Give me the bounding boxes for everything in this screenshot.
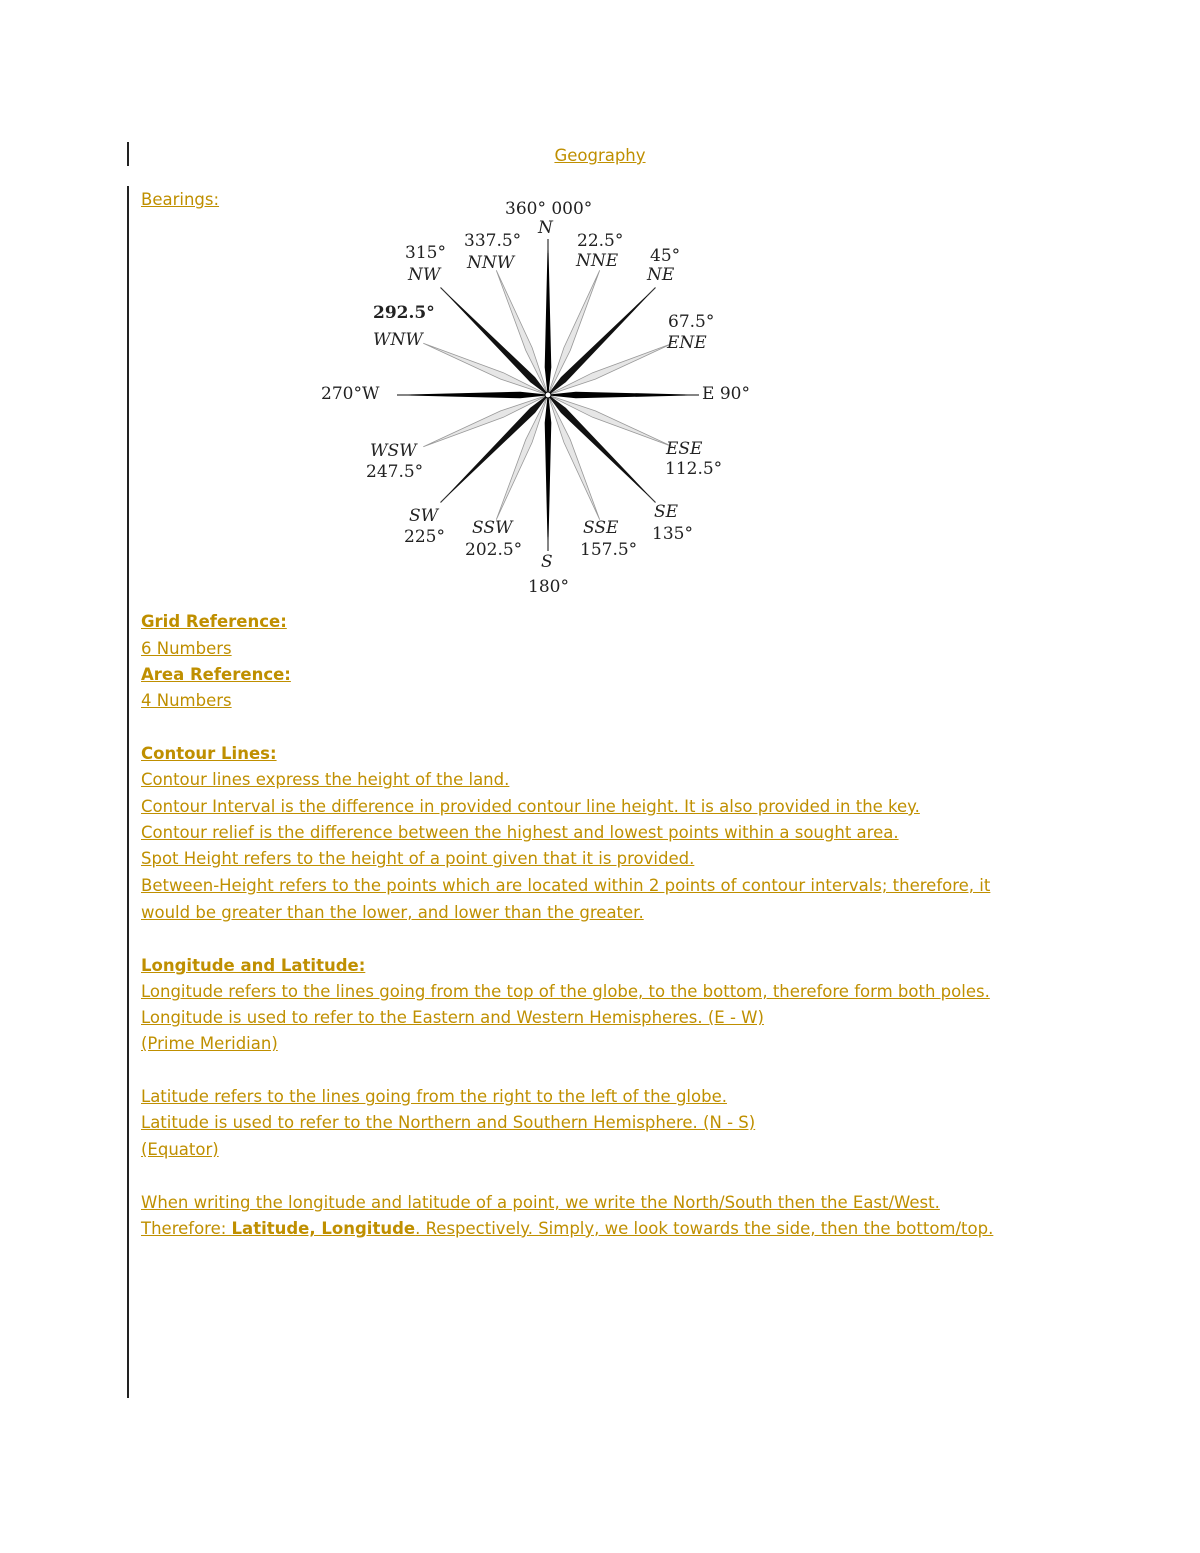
- contour-line-6: would be greater than the lower, and lower than the greater.: [141, 903, 644, 922]
- label-157-5-deg: 157.5°: [580, 540, 638, 560]
- label-nnw: NNW: [467, 253, 515, 273]
- label-337-5-deg: 337.5°: [464, 231, 522, 251]
- contour-line-5: Between-Height refers to the points which are located within 2 points of contour intervals; therefore, it: [141, 876, 991, 895]
- longitude-line-1: Longitude refers to the lines going from the top of the globe, to the bottom, therefore form both poles.: [141, 982, 990, 1001]
- label-360-000: 360° 000°: [505, 199, 593, 219]
- grid-reference-heading: Grid Reference:: [141, 612, 287, 631]
- label-nne: NNE: [576, 251, 619, 271]
- contour-line-4: Spot Height refers to the height of a point given that it is provided.: [141, 849, 695, 868]
- label-180-deg: 180°: [528, 577, 569, 597]
- latitude-line-2: Latitude is used to refer to the Northern and Southern Hemisphere. (N - S): [141, 1113, 756, 1132]
- label-ssw: SSW: [472, 518, 513, 538]
- area-reference-heading: Area Reference:: [141, 665, 291, 684]
- ray-sw: [446, 395, 549, 498]
- grid-reference-text: 6 Numbers: [141, 639, 232, 658]
- longitude-line-2: Longitude is used to refer to the Eastern and Western Hemispheres. (E - W): [141, 1008, 764, 1027]
- label-135-deg: 135°: [652, 524, 693, 544]
- label-nw: NW: [408, 265, 441, 285]
- contour-heading: Contour Lines:: [141, 744, 277, 763]
- label-67-5-deg: 67.5°: [668, 312, 715, 332]
- change-bar-main: [127, 186, 129, 1398]
- label-wnw: WNW: [373, 330, 423, 350]
- label-315-deg: 315°: [405, 243, 446, 263]
- label-112-5-deg: 112.5°: [665, 459, 723, 479]
- label-se: SE: [654, 502, 679, 522]
- label-225-deg: 225°: [404, 527, 445, 547]
- latitude-line-1: Latitude refers to the lines going from the right to the left of the globe.: [141, 1087, 727, 1106]
- label-ene: ENE: [667, 333, 707, 353]
- ray-e: [548, 392, 693, 398]
- contour-line-3: Contour relief is the difference between the highest and lowest points within a sought area.: [141, 823, 899, 842]
- ray-w: [403, 392, 548, 398]
- label-ese: ESE: [666, 439, 703, 459]
- final-line: [141, 1216, 993, 1242]
- writing-line: When writing the longitude and latitude of a point, we write the North/South then the East/West.: [141, 1193, 940, 1212]
- ray-n: [545, 245, 551, 395]
- ray-tip-sw: [441, 494, 450, 503]
- label-270-w: 270°W: [321, 384, 380, 404]
- contour-line-2: Contour Interval is the difference in provided contour line height. It is also provided in the key.: [141, 797, 920, 816]
- label-e-90: E 90°: [702, 384, 750, 404]
- contour-line-1: Contour lines express the height of the land.: [141, 770, 510, 789]
- label-ne: NE: [647, 265, 675, 285]
- final-prefix: Therefore:: [141, 1219, 232, 1238]
- latitude-line-3: (Equator): [141, 1140, 219, 1159]
- compass-labels: [321, 199, 750, 597]
- label-wsw: WSW: [370, 441, 417, 461]
- label-n: N: [538, 218, 553, 238]
- ray-se: [548, 395, 651, 498]
- label-22-5-deg: 22.5°: [577, 231, 624, 251]
- ray-tip-ne: [647, 288, 656, 297]
- compass-rose-diagram: [300, 182, 780, 602]
- ray-ne: [548, 293, 651, 396]
- label-247-5-deg: 247.5°: [366, 462, 424, 482]
- label-45-deg: 45°: [650, 246, 681, 266]
- bearings-heading: Bearings:: [141, 190, 220, 209]
- final-bold: Latitude, Longitude: [231, 1219, 416, 1238]
- ray-s: [545, 395, 551, 545]
- longitude-line-3: (Prime Meridian): [141, 1034, 278, 1053]
- label-202-5-deg: 202.5°: [465, 540, 523, 560]
- ray-nw: [446, 293, 549, 396]
- compass-center: [545, 392, 551, 398]
- ray-tip-nw: [441, 288, 450, 297]
- final-suffix: . Respectively. Simply, we look towards the side, then the bottom/top.: [415, 1219, 994, 1238]
- label-sse: SSE: [583, 518, 619, 538]
- area-reference-text: 4 Numbers: [141, 691, 232, 710]
- label-sw: SW: [409, 506, 439, 526]
- longlat-heading: Longitude and Latitude:: [141, 956, 366, 975]
- label-292-5-deg: 292.5°: [373, 303, 435, 323]
- page-title: Geography: [554, 146, 646, 165]
- label-s: S: [541, 552, 553, 572]
